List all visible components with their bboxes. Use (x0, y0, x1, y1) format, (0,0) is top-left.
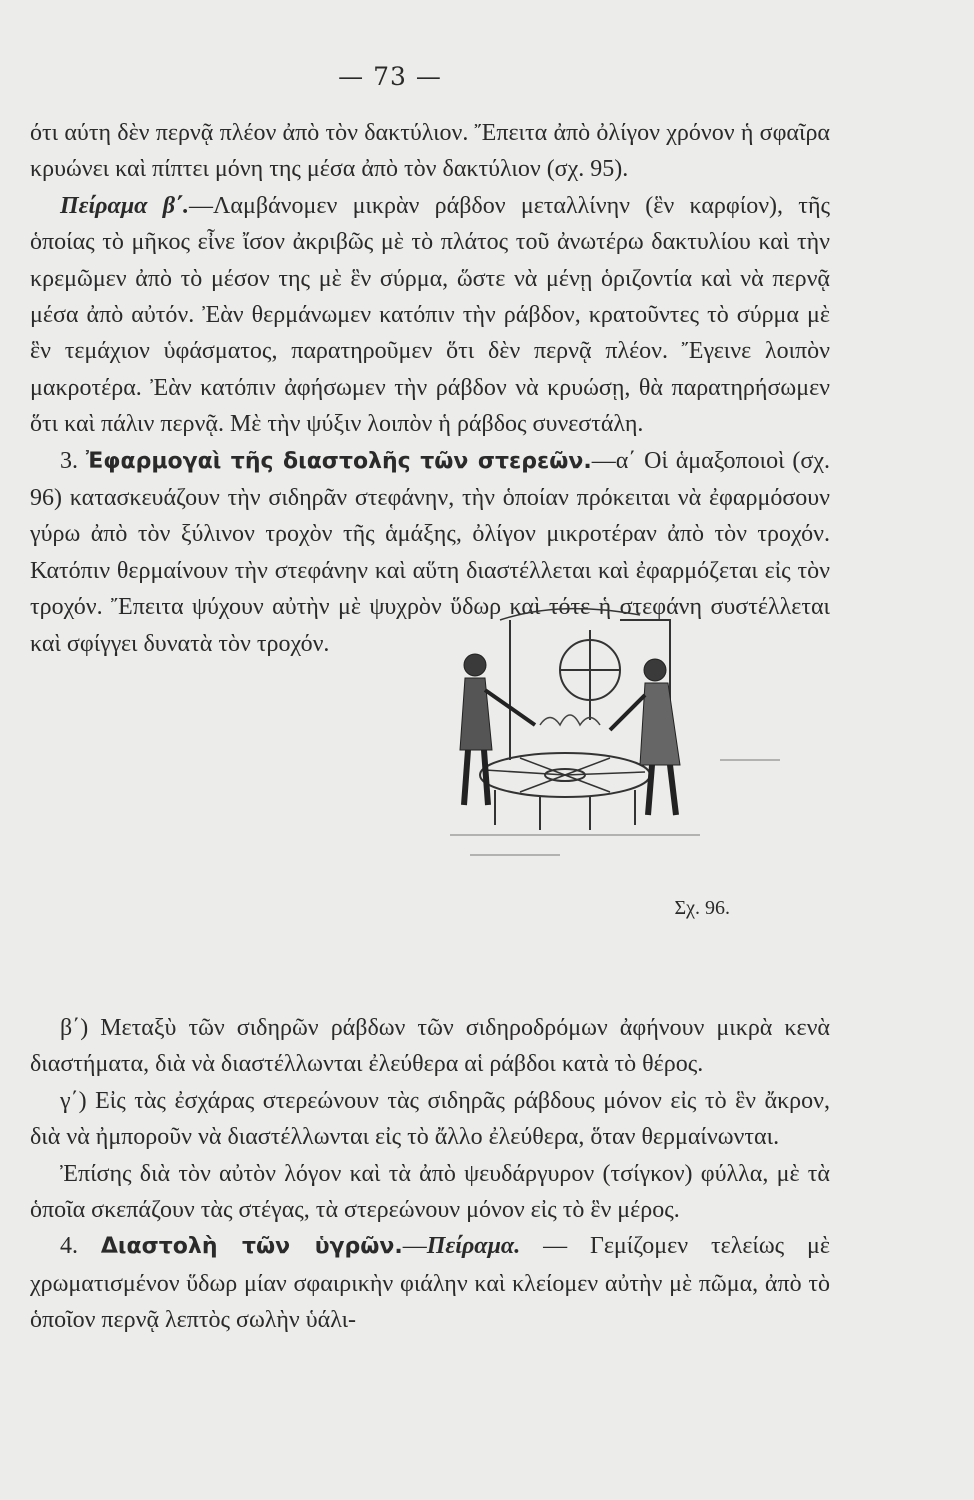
experiment-heading-liquids: Πείραμα. (426, 1233, 521, 1260)
section-number: 3. (60, 447, 78, 474)
section-title: Ἐφαρμογαὶ τῆς διαστολῆς τῶν στερεῶν. (85, 448, 592, 474)
paragraph-liquids (30, 1228, 830, 1338)
body-text (30, 115, 830, 662)
wheel-tyre-illustration-icon (440, 600, 830, 900)
experiment-text: —Λαμβάνομεν μικρὰν ράβδον μεταλλίνην (ἓν καρφίον), τῆς ὁποίας τὸ μῆκος εἶνε ἴσον ἀκριβῶς μὲ τὸ πλάτος τοῦ ἀνωτέρω δακτυλίου καὶ τὴν κρεμῶμεν ἀπὸ τὸ μέσον της μὲ ἓν σύρμα, ὥστε νὰ μένῃ ὁριζοντία καὶ νὰ περνᾷ μέσα ἀπὸ αὐτόν. Ἐὰν θερμάνωμεν κατόπιν τὴν ράβδον, κρατοῦντες τὸ σύρμα μὲ ἓν τεμάχιον ὑφάσματος, παρατηροῦμεν ὅτι δὲν περνᾷ πλέον. Ἔγεινε λοιπὸν μακροτέρα. Ἐὰν κατόπιν ἀφήσωμεν τὴν ράβδον νὰ κρυώσῃ, θὰ παρατηρήσωμεν ὅτι καὶ πάλιν περνᾷ. Μὲ τὴν ψύξιν λοιπὸν ἡ ράβδος συνεστάλη. (30, 192, 831, 438)
section-number-4: 4. (60, 1233, 78, 1260)
worker-left (460, 654, 535, 805)
liquids-text: — Γεμίζομεν τελείως μὲ χρωματισμένον ὕδωρ μίαν σφαιρικὴν φιάλην καὶ κλείομεν αὐτὴν μὲ πῶμα, ἀπὸ τὸ ὁποῖον περνᾷ λεπτὸς σωλὴν ὑάλι- (30, 1233, 831, 1334)
paragraph-c: γ΄) Εἰς τὰς ἐσχάρας στερεώνουν τὰς σιδηρᾶς ράβδους μόνον εἰς τὸ ἓν ἄκρον, διὰ νὰ ἠμποροῦν νὰ διαστέλλωνται εἰς τὸ ἄλλο ἐλεύθερα, ὅταν θερμαίνωνται. (30, 1087, 830, 1151)
section-title-liquids: Διαστολὴ τῶν ὑγρῶν. (100, 1234, 403, 1260)
figure-caption: Σχ. 96. (674, 897, 730, 919)
section-intro: —α΄ Οἱ ἁμαξοποιοὶ (σχ. 96) κατασκευάζουν τὴν σιδηρᾶν στεφάνην, τὴν ὁποίαν πρόκειται νὰ ἐφαρμόσουν γύρω ἀπὸ τὸν ξύλινον τροχὸν τῆς ἁμάξης, ὀλίγον μικροτέραν ἀπὸ τὸν τροχόν. Κατόπιν θερμαίνουν τὴν στεφάνην καὶ αὕτη διαστέλλεται καὶ ἐφαρμόζεται εἰς τὸν τροχόν. Ἔπειτα ψύχουν αὐτὴν μὲ ψυχρὸν ὕδωρ καὶ τότε ἡ στεφάνη συστέλλεται καὶ σφίγγει δυνατὰ τὸν τροχόν. (30, 447, 830, 657)
body-text-lower (30, 1010, 830, 1339)
experiment-heading: Πείραμα β΄. (60, 192, 190, 219)
dash: — (402, 1233, 427, 1260)
figure (440, 600, 830, 920)
paragraph-continuation: ότι αύτη δὲν περνᾷ πλέον ἀπὸ τὸν δακτύλιον. Ἔπειτα ἀπὸ ὀλίγον χρόνον ἡ σφαῖρα κρυώνει καὶ πίπτει μόνη της μέσα ἀπὸ τὸν δακτύλιον (σχ. 95). (30, 120, 830, 183)
paragraph-b: β΄) Μεταξὺ τῶν σιδηρῶν ράβδων τῶν σιδηροδρόμων ἀφήνουν μικρὰ κενὰ διαστήματα, διὰ νὰ διαστέλλωνται ἐλεύθερα αἱ ράβδοι κατὰ τὸ θέρος. (30, 1015, 830, 1078)
paragraph-also: Ἐπίσης διὰ τὸν αὐτὸν λόγον καὶ τὰ ἀπὸ ψευδάργυρον (τσίγκον) φύλλα, μὲ τὰ ὁποῖα σκεπάζουν τὰς στέγας, τὰ στερεώνουν μόνον εἰς τὸ ἓν μέρος. (30, 1160, 830, 1224)
paragraph-experiment-b (30, 188, 830, 443)
page-number: — 73 — (338, 62, 442, 91)
